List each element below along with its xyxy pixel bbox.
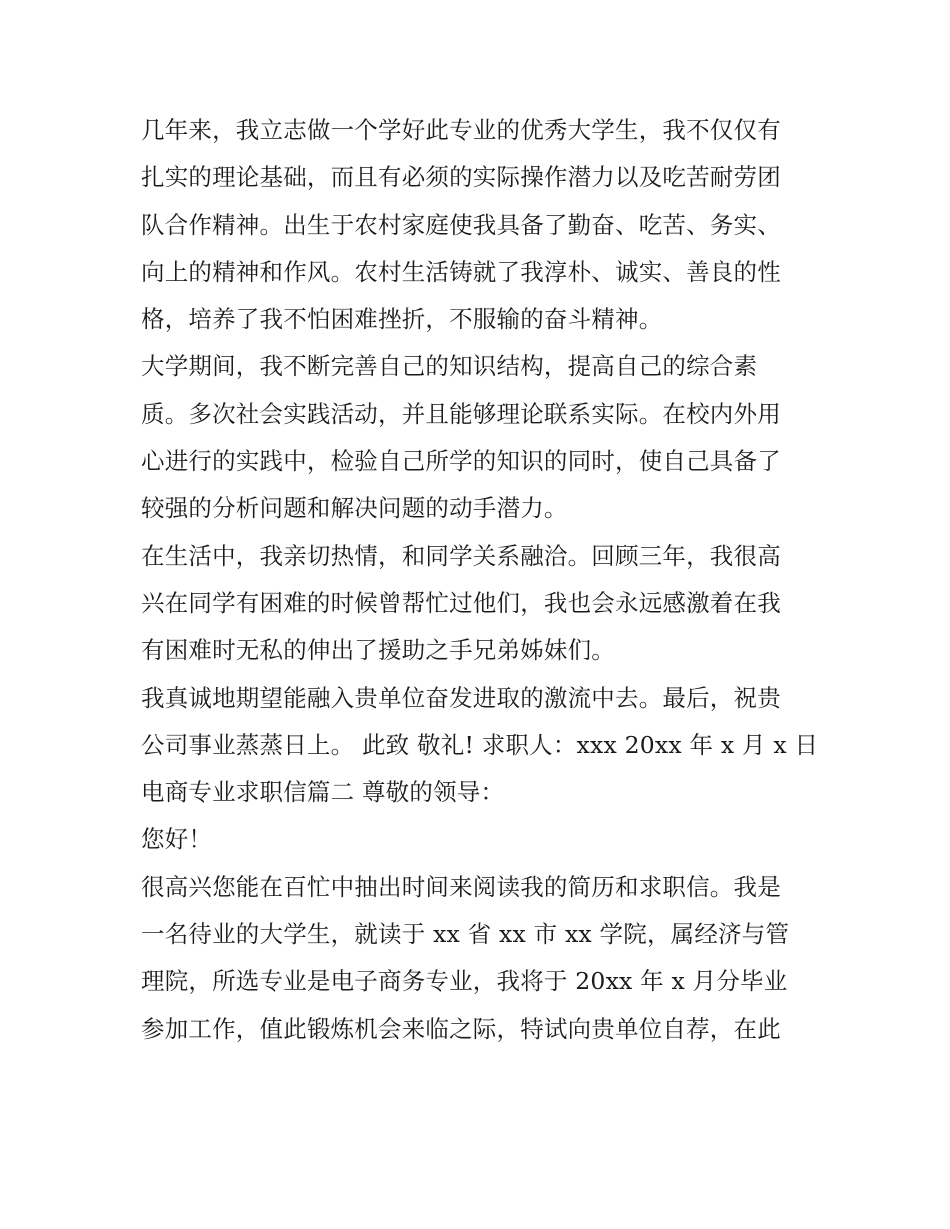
document-body xyxy=(141,107,821,1053)
text-line: 几年来，我立志做一个学好此专业的优秀大学生，我不仅仅有 xyxy=(141,116,781,144)
text-line: 我真诚地期望能融入贵单位奋发进取的激流中去。最后，祝贵 xyxy=(141,683,781,712)
text-line: 质。多次社会实践活动，并且能够理论联系实际。在校内外用 xyxy=(141,399,781,428)
text-line: 格，培养了我不怕困难挫折，不服输的奋斗精神。 xyxy=(141,305,663,334)
text-line: 兴在同学有困难的时候曾帮忙过他们，我也会永远感激着在我 xyxy=(141,588,781,617)
text-line: 心进行的实践中，检验自己所学的知识的同时，使自己具备了 xyxy=(141,447,781,476)
text-line: 理院，所选专业是电子商务专业，我将于 20xx 年 x 月分毕业 xyxy=(141,967,788,996)
text-line: 队合作精神。出生于农村家庭使我具备了勤奋、吃苦、务实、 xyxy=(141,210,781,239)
text-line: 参加工作，值此锻炼机会来临之际，特试向贵单位自荐，在此 xyxy=(141,1014,781,1043)
text-line: 向上的精神和作风。农村生活铸就了我淳朴、诚实、善良的性 xyxy=(141,257,781,286)
text-line: 很高兴您能在百忙中抽出时间来阅读我的简历和求职信。我是 xyxy=(141,872,781,901)
text-line: 电商专业求职信篇二 尊敬的领导： xyxy=(141,778,505,807)
text-line: 较强的分析问题和解决问题的动手潜力。 xyxy=(141,494,568,523)
text-line: 您好！ xyxy=(141,825,213,854)
text-line: 公司事业蒸蒸日上。 此致 敬礼! 求职人：xxx 20xx 年 x 月 x 日 xyxy=(141,730,819,759)
text-line: 扎实的理论基础，而且有必须的实际操作潜力以及吃苦耐劳团 xyxy=(141,163,781,192)
text-line: 有困难时无私的伸出了援助之手兄弟姊妹们。 xyxy=(141,636,615,665)
text-line: 大学期间，我不断完善自己的知识结构，提高自己的综合素 xyxy=(141,352,758,381)
text-line: 在生活中，我亲切热情，和同学关系融洽。回顾三年，我很高 xyxy=(141,541,781,570)
text-line: 一名待业的大学生，就读于 xx 省 xx 市 xx 学院，属经济与管 xyxy=(141,920,790,949)
